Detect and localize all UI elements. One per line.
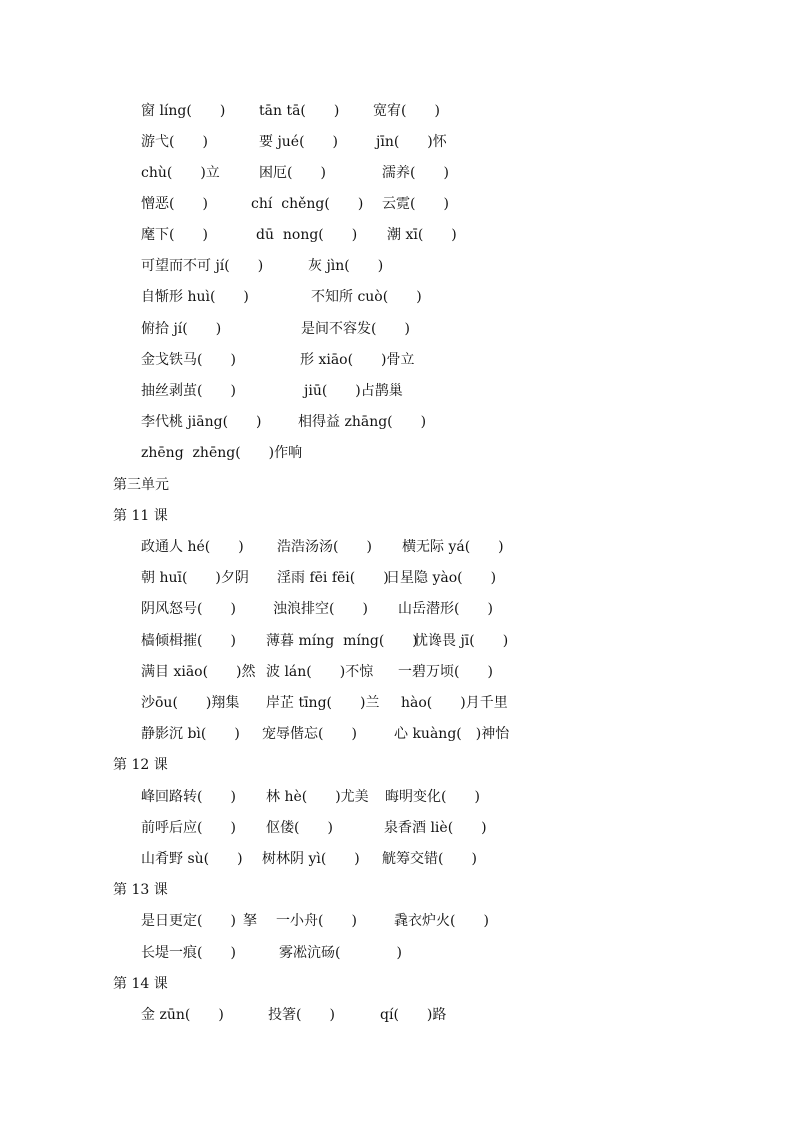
vocab-item: 抽丝剥茧( ) <box>141 383 236 399</box>
vocab-item: 李代桃 jiāng( ) <box>141 414 262 430</box>
vocab-item: 静影沉 bì( ) <box>141 726 240 742</box>
vocab-row <box>0 380 403 402</box>
vocab-item: zhēng zhēng( )作响 <box>141 445 303 461</box>
vocab-row <box>0 536 504 558</box>
vocab-item: 潮 xī( ) <box>387 227 457 243</box>
vocab-item: tān tā( ) <box>259 103 340 119</box>
vocab-row <box>0 598 493 620</box>
lesson-heading: 第 13 课 <box>113 882 168 898</box>
vocab-item: 金戈铁马( ) <box>141 352 236 368</box>
vocab-item: 形 xiāo( )骨立 <box>300 352 415 368</box>
vocab-item: chù( )立 <box>141 165 220 181</box>
vocab-item: 毳衣炉火( ) <box>394 913 489 929</box>
vocab-item: 宽宥( ) <box>373 103 440 119</box>
vocab-row <box>0 255 384 277</box>
lesson-heading: 第 11 课 <box>113 508 168 524</box>
vocab-item: 一碧万顷( ) <box>398 664 493 680</box>
vocab-row <box>0 910 489 932</box>
vocab-row <box>0 661 493 683</box>
vocab-row <box>0 1004 447 1026</box>
vocab-row <box>0 692 508 714</box>
vocab-item: 要 jué( ) <box>259 134 339 150</box>
vocab-item: 岸芷 tīng( )兰 <box>266 695 380 711</box>
vocab-item: 浩浩汤汤( ) <box>277 539 372 555</box>
vocab-item: hào( )月千里 <box>401 695 508 711</box>
vocab-item: 一小舟( ) <box>276 913 357 929</box>
vocab-item: 是间不容发( ) <box>301 321 410 337</box>
vocab-item: 自惭形 huì( ) <box>141 289 249 305</box>
vocab-item: 灰 jìn( ) <box>308 258 384 274</box>
vocab-row <box>0 286 422 308</box>
unit-heading: 第三单元 <box>113 477 169 493</box>
vocab-item: 拏 <box>243 913 257 929</box>
vocab-item: dū nong( ) <box>256 227 358 243</box>
vocab-item: qí( )路 <box>380 1007 447 1023</box>
vocab-row <box>0 630 509 652</box>
vocab-row <box>0 349 415 371</box>
vocab-row <box>0 411 427 433</box>
vocab-item: 是日更定( ) <box>141 913 236 929</box>
vocab-item: 金 zūn( ) <box>141 1007 224 1023</box>
lesson-heading: 第 12 课 <box>113 757 168 773</box>
vocab-item: 淫雨 fēi fēi( ) <box>277 570 389 586</box>
vocab-item: 云霓( ) <box>382 196 449 212</box>
vocab-item: 朝 huī( )夕阴 <box>141 570 249 586</box>
vocab-item: 雾凇沆砀( ) <box>279 945 402 961</box>
vocab-row <box>0 162 449 184</box>
vocab-item: 伛偻( ) <box>266 820 333 836</box>
vocab-item: 树林阴 yì( ) <box>262 851 360 867</box>
vocab-item: 心 kuàng( )神怡 <box>394 726 510 742</box>
vocab-item: 麾下( ) <box>141 227 208 243</box>
vocab-row <box>0 318 410 340</box>
vocab-item: 峰回路转( ) <box>141 789 236 805</box>
vocab-item: 晦明变化( ) <box>385 789 480 805</box>
vocab-item: 山肴野 sù( ) <box>141 851 243 867</box>
vocab-item: 前呼后应( ) <box>141 820 236 836</box>
vocab-item: 濡养( ) <box>382 165 449 181</box>
vocab-item: 林 hè( )尤美 <box>266 789 369 805</box>
vocab-item: 波 lán( )不惊 <box>266 664 374 680</box>
vocab-item: 政通人 hé( ) <box>141 539 244 555</box>
vocab-item: 忧谗畏 jī( ) <box>414 633 509 649</box>
vocab-item: 俯拾 jí( ) <box>141 321 222 337</box>
vocab-item: 投箸( ) <box>268 1007 335 1023</box>
vocab-item: 泉香酒 liè( ) <box>384 820 487 836</box>
vocab-item: 山岳潜形( ) <box>398 601 493 617</box>
vocab-item: jīn( )怀 <box>376 134 447 150</box>
vocab-row <box>0 848 477 870</box>
vocab-row <box>0 786 480 808</box>
vocab-item: 长堤一痕( ) <box>141 945 236 961</box>
vocab-row <box>0 131 447 153</box>
vocab-item: 浊浪排空( ) <box>273 601 368 617</box>
vocab-item: 不知所 cuò( ) <box>311 289 422 305</box>
lesson-heading: 第 14 课 <box>113 976 168 992</box>
vocab-item: 游弋( ) <box>141 134 208 150</box>
vocab-item: 可望而不可 jí( ) <box>141 258 264 274</box>
vocab-item: jiū( )占鹊巢 <box>304 383 403 399</box>
vocab-item: 憎恶( ) <box>141 196 208 212</box>
vocab-item: 横无际 yá( ) <box>402 539 504 555</box>
vocab-item: 相得益 zhāng( ) <box>298 414 427 430</box>
vocab-row <box>0 942 402 964</box>
vocab-item: chí chěng( ) <box>251 196 364 212</box>
vocab-item: 沙ōu( )翔集 <box>141 695 240 711</box>
vocab-row <box>0 567 497 589</box>
vocab-item: 满目 xiāo( )然 <box>141 664 256 680</box>
vocab-row <box>0 442 303 464</box>
vocab-item: 樯倾楫摧( ) <box>141 633 236 649</box>
vocab-row <box>0 723 510 745</box>
vocab-row <box>0 100 440 122</box>
vocab-item: 阴风怒号( ) <box>141 601 236 617</box>
vocab-item: 宠辱偕忘( ) <box>262 726 357 742</box>
vocab-row <box>0 224 457 246</box>
vocab-item: 日星隐 yào( ) <box>386 570 497 586</box>
vocab-row <box>0 193 449 215</box>
vocab-item: 薄暮 míng míng( ) <box>266 633 418 649</box>
vocab-row <box>0 817 487 839</box>
vocab-item: 窗 líng( ) <box>141 103 226 119</box>
vocab-item: 困厄( ) <box>259 165 326 181</box>
vocab-item: 觥筹交错( ) <box>382 851 477 867</box>
